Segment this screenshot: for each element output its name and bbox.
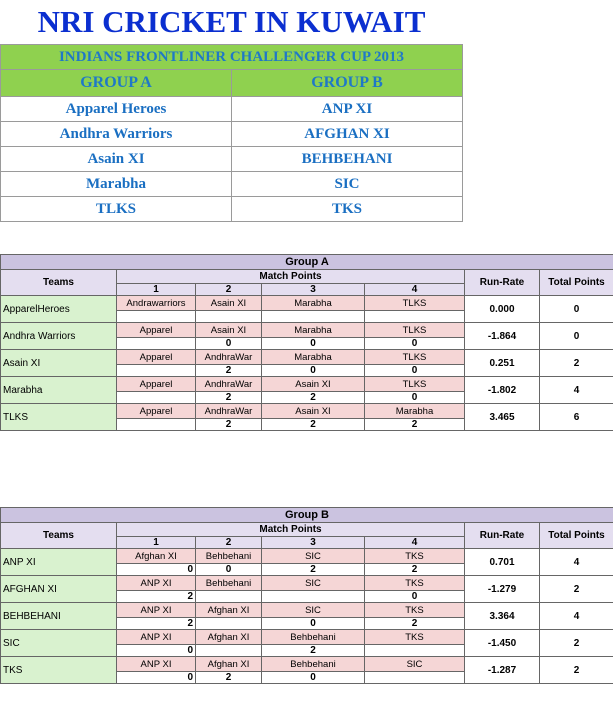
match-points-value: 0 [196,338,262,350]
match-points-value [365,672,465,684]
total-points-value: 0 [540,323,613,350]
match-points-value [262,591,365,603]
total-points-value: 2 [540,350,613,377]
opponent-name: Asain XI [262,377,365,392]
run-rate-value: -1.279 [465,576,540,603]
match-points-header: Match Points [117,270,465,284]
opponent-name: TLKS [365,296,465,311]
opponent-name: Apparel [117,377,196,392]
match-points-value: 0 [117,672,196,684]
match-points-value: 0 [117,564,196,576]
team-name: ApparelHeroes [1,296,117,323]
table-row [1,377,613,392]
match-points-value: 0 [365,392,465,404]
group-a-title: Group A [1,255,613,270]
opponent-name: TLKS [365,323,465,338]
match-points-value: 2 [262,564,365,576]
group-b-team: ANP XI [232,97,463,122]
opponent-name: Apparel [117,323,196,338]
total-points-value: 4 [540,549,613,576]
run-rate-value: -1.864 [465,323,540,350]
cup-title: INDIANS FRONTLINER CHALLENGER CUP 2013 [1,45,463,70]
match-points-value: 0 [262,672,365,684]
match-points-value: 2 [365,419,465,431]
run-rate-value: 3.364 [465,603,540,630]
opponent-name: Asain XI [196,323,262,338]
team-name: Marabha [1,377,117,404]
group-b-team: BEHBEHANI [232,147,463,172]
opponent-name: Andrawarriors [117,296,196,311]
total-points-value: 2 [540,576,613,603]
total-points-value: 0 [540,296,613,323]
group-a-team: Andhra Warriors [1,122,232,147]
match-number: 4 [365,284,465,296]
match-points-value: 2 [196,419,262,431]
match-points-value: 2 [365,618,465,630]
opponent-name: Behbehani [262,657,365,672]
match-points-value [262,311,365,323]
group-a-rows [1,296,613,431]
table-row [1,549,613,564]
group-a-team: Asain XI [1,147,232,172]
group-a-team: Apparel Heroes [1,97,232,122]
opponent-name: TKS [365,603,465,618]
table-row [1,323,613,338]
run-rate-value: -1.287 [465,657,540,684]
opponent-name: TKS [365,630,465,645]
teams-header: Teams [1,523,117,549]
table-row [1,657,613,672]
team-name: Asain XI [1,350,117,377]
match-points-value [117,338,196,350]
match-number: 2 [196,284,262,296]
teams-header: Teams [1,270,117,296]
match-points-value: 2 [196,392,262,404]
opponent-name: Asain XI [196,296,262,311]
opponent-name: SIC [262,549,365,564]
opponent-name: Marabha [365,404,465,419]
opponent-name: Behbehani [196,576,262,591]
opponent-name: ANP XI [117,603,196,618]
opponent-name: Afghan XI [117,549,196,564]
match-points-value [196,645,262,657]
match-number: 4 [365,537,465,549]
group-b-points-table [0,507,613,684]
opponent-name: Marabha [262,323,365,338]
opponent-name: TLKS [365,350,465,365]
opponent-name: SIC [365,657,465,672]
total-points-value: 2 [540,657,613,684]
match-points-value [365,311,465,323]
table-row [1,404,613,419]
match-number: 3 [262,537,365,549]
match-number: 1 [117,284,196,296]
table-row [1,603,613,618]
team-name: TKS [1,657,117,684]
match-points-value: 2 [365,564,465,576]
group-b-title: Group B [1,508,613,523]
opponent-name: TLKS [365,377,465,392]
total-points-header: Total Points [540,523,613,549]
match-points-value: 2 [262,645,365,657]
table-row [1,630,613,645]
opponent-name: ANP XI [117,576,196,591]
match-number: 1 [117,537,196,549]
run-rate-value: -1.802 [465,377,540,404]
team-name: SIC [1,630,117,657]
table-row [1,350,613,365]
run-rate-header: Run-Rate [465,270,540,296]
opponent-name: Marabha [262,296,365,311]
team-name: ANP XI [1,549,117,576]
match-points-value [117,392,196,404]
opponent-name: SIC [262,603,365,618]
total-points-header: Total Points [540,270,613,296]
total-points-value: 2 [540,630,613,657]
opponent-name: Afghan XI [196,603,262,618]
run-rate-value: -1.450 [465,630,540,657]
opponent-name: AndhraWar [196,377,262,392]
match-points-value: 0 [262,618,365,630]
match-points-value [196,591,262,603]
run-rate-value: 0.701 [465,549,540,576]
table-row [1,576,613,591]
group-a-team: TLKS [1,197,232,222]
match-points-value: 0 [365,338,465,350]
match-points-value [365,645,465,657]
match-points-value: 2 [196,365,262,377]
opponent-name: Behbehani [262,630,365,645]
group-a-label: GROUP A [1,70,232,97]
match-points-value: 0 [117,645,196,657]
run-rate-value: 3.465 [465,404,540,431]
run-rate-header: Run-Rate [465,523,540,549]
match-number: 3 [262,284,365,296]
opponent-name: TKS [365,549,465,564]
match-points-value: 0 [365,591,465,603]
run-rate-value: 0.000 [465,296,540,323]
table-row [1,296,613,311]
team-name: TLKS [1,404,117,431]
opponent-name: AndhraWar [196,404,262,419]
group-b-team: TKS [232,197,463,222]
match-points-value [117,311,196,323]
match-points-value [196,311,262,323]
total-points-value: 6 [540,404,613,431]
group-b-label: GROUP B [232,70,463,97]
total-points-value: 4 [540,377,613,404]
match-points-value: 0 [262,338,365,350]
opponent-name: Asain XI [262,404,365,419]
match-points-value [117,419,196,431]
page-title: NRI CRICKET IN KUWAIT [37,4,426,39]
team-name: BEHBEHANI [1,603,117,630]
tournament-header [0,0,463,222]
match-points-header: Match Points [117,523,465,537]
opponent-name: Apparel [117,404,196,419]
opponent-name: ANP XI [117,657,196,672]
group-b-rows [1,549,613,684]
match-points-value: 2 [117,618,196,630]
match-points-value: 0 [365,365,465,377]
team-name: Andhra Warriors [1,323,117,350]
match-points-value: 0 [196,564,262,576]
match-points-value: 2 [262,392,365,404]
opponent-name: AndhraWar [196,350,262,365]
opponent-name: SIC [262,576,365,591]
opponent-name: Behbehani [196,549,262,564]
group-a-points-table [0,254,613,431]
opponent-name: Afghan XI [196,657,262,672]
team-name: AFGHAN XI [1,576,117,603]
opponent-name: Apparel [117,350,196,365]
match-points-value: 0 [262,365,365,377]
opponent-name: Marabha [262,350,365,365]
opponent-name: TKS [365,576,465,591]
match-number: 2 [196,537,262,549]
match-points-value: 2 [117,591,196,603]
match-points-value [117,365,196,377]
match-points-value: 2 [196,672,262,684]
opponent-name: Afghan XI [196,630,262,645]
group-a-team: Marabha [1,172,232,197]
opponent-name: ANP XI [117,630,196,645]
group-b-team: AFGHAN XI [232,122,463,147]
total-points-value: 4 [540,603,613,630]
run-rate-value: 0.251 [465,350,540,377]
group-b-team: SIC [232,172,463,197]
match-points-value [196,618,262,630]
match-points-value: 2 [262,419,365,431]
